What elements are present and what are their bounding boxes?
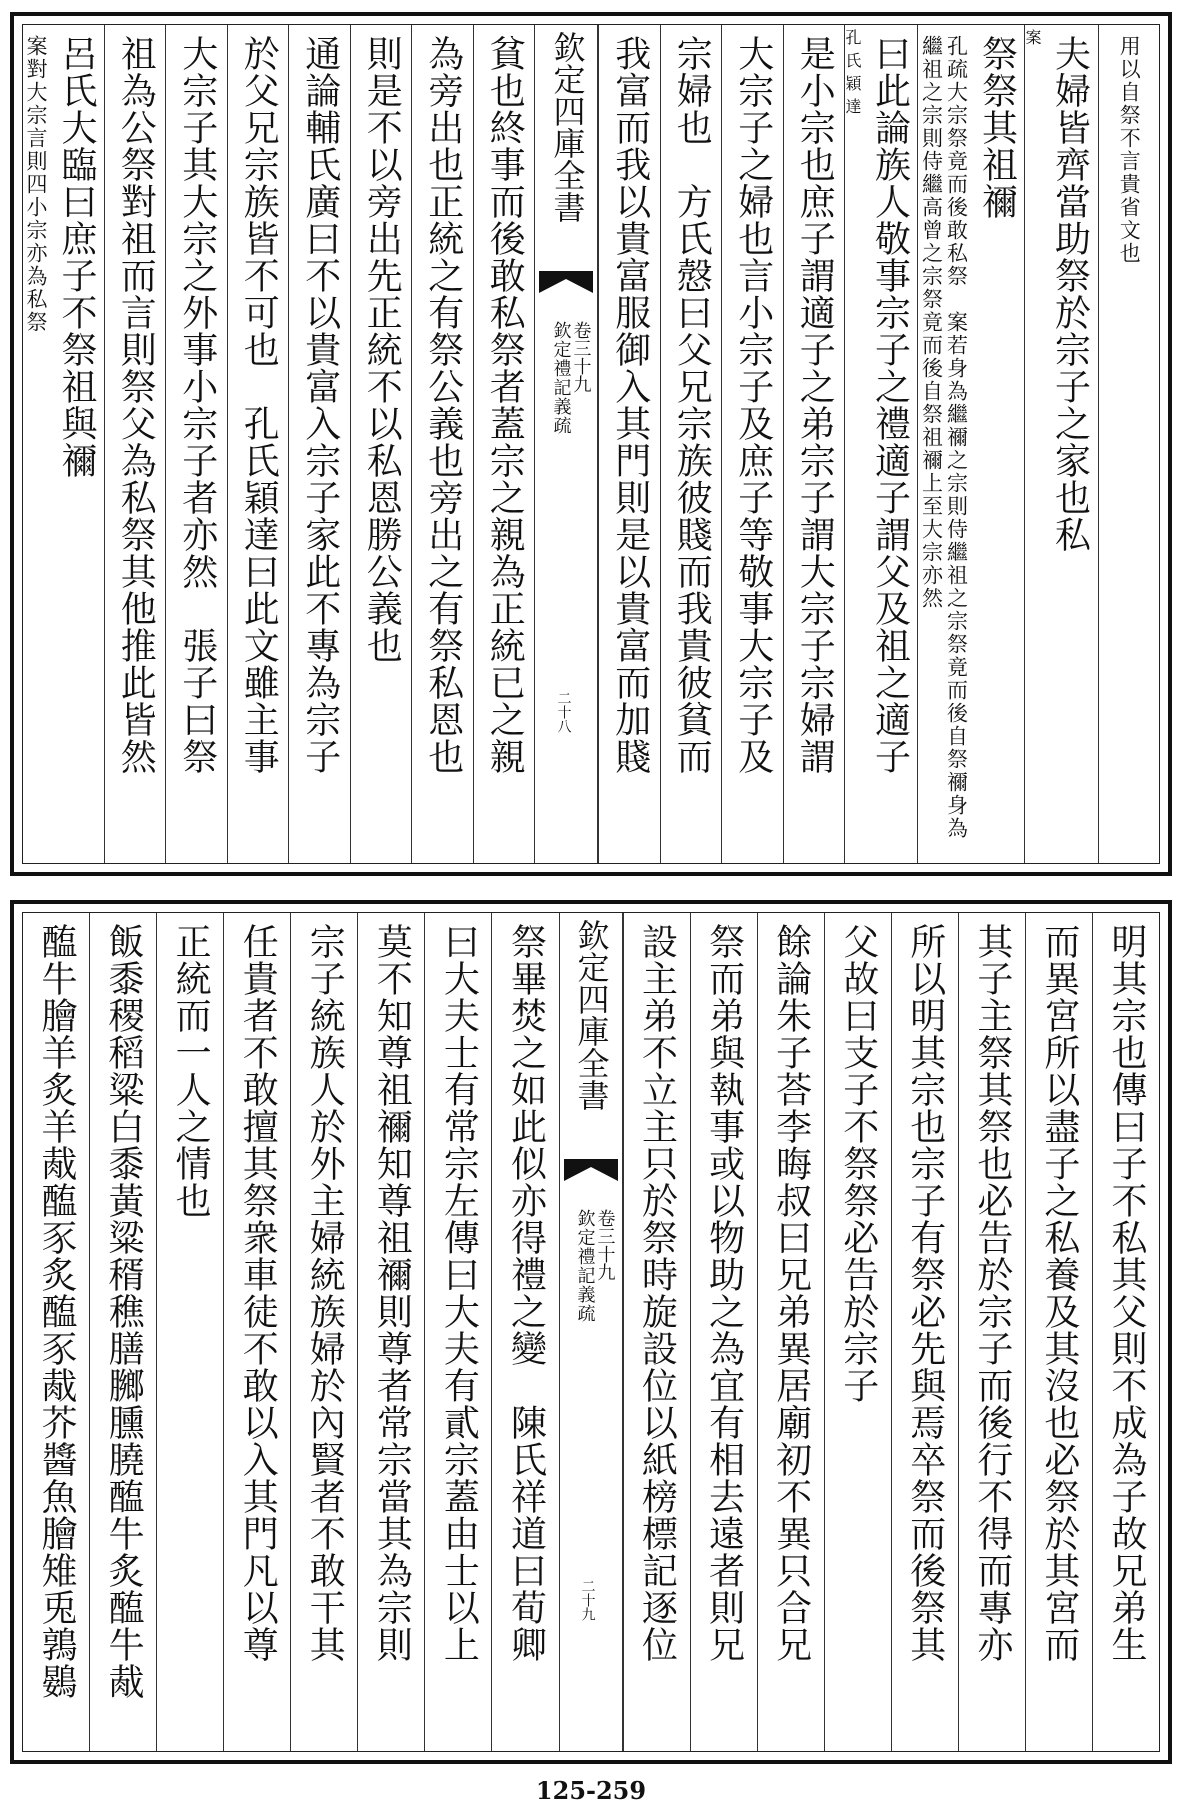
- text-column: [824, 913, 891, 1751]
- text-column: [357, 913, 424, 1751]
- text-column: [783, 25, 845, 863]
- text-column: [1092, 913, 1159, 1751]
- main-text-line: 是小宗也庶子謂適子之弟宗子謂大宗子宗婦謂: [794, 35, 836, 775]
- text-column: [104, 25, 166, 863]
- text-column: [623, 913, 690, 1751]
- main-text-line: 則是不以旁出先正統不以私恩勝公義也: [361, 35, 403, 664]
- text-column: [844, 25, 917, 863]
- annotation-text: 用以自祭不言貴省文也: [1117, 35, 1142, 265]
- fish-tail-ornament-icon: [539, 271, 593, 293]
- main-text-line: 祖為公祭對祖而言則祭父為私祭其他推此皆然: [115, 35, 157, 775]
- annotation-text: 孔疏大宗祭竟而後敢私祭 案若身為繼禰之宗則侍繼祖之宗祭竟而後自祭禰身為繼祖之宗則侍繼高曾之宗祭竟而後自祭祖禰上至大宗亦然: [919, 35, 969, 840]
- collection-title: 欽定四庫全書: [548, 31, 587, 223]
- main-text-line: 我富而我以貴富服御入其門則是以貴富而加賤: [609, 35, 651, 775]
- juan-number: 卷三十九: [570, 321, 592, 393]
- main-text-line: 任貴者不敢擅其祭衆車徒不敢以入其門凡以尊: [237, 923, 279, 1663]
- main-text-line: 祭而弟與執事或以物助之為宜有相去遠者則兄: [703, 923, 745, 1663]
- text-column: [598, 25, 660, 863]
- main-text-line: 父故曰支子不祭祭必告於宗子: [837, 923, 879, 1404]
- main-text-line: 宗婦也 方氏慤曰父兄宗族彼賤而我貴彼貧而: [671, 35, 713, 775]
- top-page: [10, 12, 1172, 876]
- folio-number: 二十九: [579, 1579, 596, 1621]
- text-column: [1024, 25, 1097, 863]
- text-column: [891, 913, 958, 1751]
- folio-number: 二十八: [555, 691, 572, 733]
- center-title-column: [534, 25, 598, 863]
- annotation-text: 案對大宗言則四小宗亦為私祭: [23, 35, 48, 334]
- main-text-line: 餘論朱子荅李晦叔曰兄弟異居廟初不異只合兄: [770, 923, 812, 1663]
- text-column: [23, 25, 104, 863]
- main-text-line: 於父兄宗族皆不可也 孔氏穎達曰此文雖主事: [238, 35, 280, 775]
- text-column: [491, 913, 558, 1751]
- juan-number: 卷三十九: [594, 1209, 616, 1281]
- text-column: [288, 25, 350, 863]
- main-text-line: 宗子統族人於外主婦統族婦於內賢者不敢干其: [304, 923, 346, 1663]
- text-column: [473, 25, 535, 863]
- text-column: [23, 913, 89, 1751]
- main-text-line: 明其宗也傳曰子不私其父則不成為子故兄弟生: [1105, 923, 1147, 1663]
- main-text-line: 飯黍稷稻粱白黍黃粱稰穛膳膷臐膮醢牛炙醢牛胾: [103, 923, 145, 1700]
- page-number: 125-259: [535, 1776, 647, 1805]
- text-column: [1098, 25, 1160, 863]
- main-text-line: 曰此論族人敬事宗子之禮適子謂父及祖之適子: [869, 35, 911, 775]
- book-title: 欽定禮記義疏: [550, 321, 572, 435]
- text-column: [156, 913, 223, 1751]
- text-column: [958, 913, 1025, 1751]
- main-text-line: 貧也終事而後敢私祭者蓋宗之親為正統已之親: [484, 35, 526, 775]
- main-text-line: 祭畢焚之如此似亦得禮之變 陳氏祥道曰荀卿: [505, 923, 547, 1663]
- main-text-line: 祭祭其祖禰: [976, 35, 1018, 220]
- text-column: [1025, 913, 1092, 1751]
- main-text-line: 醢牛膾羊炙羊胾醢豕炙醢豕胾芥醬魚膾雉兎鶉鷃: [36, 923, 78, 1700]
- text-column: [89, 913, 156, 1751]
- main-text-line: 曰大夫士有常宗左傳曰大夫有貳宗蓋由士以上: [438, 923, 480, 1663]
- main-text-line: 所以明其宗也宗子有祭必先與焉卒祭而後祭其: [904, 923, 946, 1663]
- bottom-page-columns: [22, 912, 1160, 1752]
- main-text-line: 大宗子其大宗之外事小宗子者亦然 張子曰祭: [176, 35, 218, 775]
- main-text-line: 呂氏大臨曰庶子不祭祖與禰: [55, 35, 97, 479]
- main-text-line: 正統而一人之情也: [170, 923, 212, 1219]
- main-text-line: 而異宮所以盡子之私養及其沒也必祭於其宮而: [1038, 923, 1080, 1663]
- main-text-line: 通論輔氏廣曰不以貴富入宗子家此不專為宗子: [299, 35, 341, 775]
- text-column: [721, 25, 783, 863]
- text-column: [690, 913, 757, 1751]
- text-column: [660, 25, 722, 863]
- text-column: [350, 25, 412, 863]
- text-column: [424, 913, 491, 1751]
- main-text-line: 設主弟不立主只於祭時旋設位以紙榜標記逐位: [636, 923, 678, 1663]
- text-column: [411, 25, 473, 863]
- text-column: [757, 913, 824, 1751]
- text-column: [223, 913, 290, 1751]
- text-column: [290, 913, 357, 1751]
- main-text-line: 大宗子之婦也言小宗子及庶子等敬事大宗子及: [732, 35, 774, 775]
- text-column: [227, 25, 289, 863]
- main-text-line: 莫不知尊祖禰知尊祖禰則尊者常宗當其為宗則: [371, 923, 413, 1663]
- annotation-label: 孔氏穎達: [845, 28, 862, 116]
- top-page-columns: [22, 24, 1160, 864]
- main-text-line: 為旁出也正統之有祭公義也旁出之有祭私恩也: [422, 35, 464, 775]
- fish-tail-ornament-icon: [564, 1159, 618, 1181]
- collection-title: 欽定四庫全書: [572, 919, 611, 1111]
- annotation-label: 案: [1025, 28, 1042, 47]
- center-title-column: [559, 913, 623, 1751]
- bottom-page: [10, 900, 1172, 1764]
- main-text-line: 其子主祭其祭也必告於宗子而後行不得而專亦: [971, 923, 1013, 1663]
- text-column: [165, 25, 227, 863]
- book-title: 欽定禮記義疏: [574, 1209, 596, 1323]
- main-text-line: 夫婦皆齊當助祭於宗子之家也私: [1049, 35, 1091, 553]
- text-column: [917, 25, 1024, 863]
